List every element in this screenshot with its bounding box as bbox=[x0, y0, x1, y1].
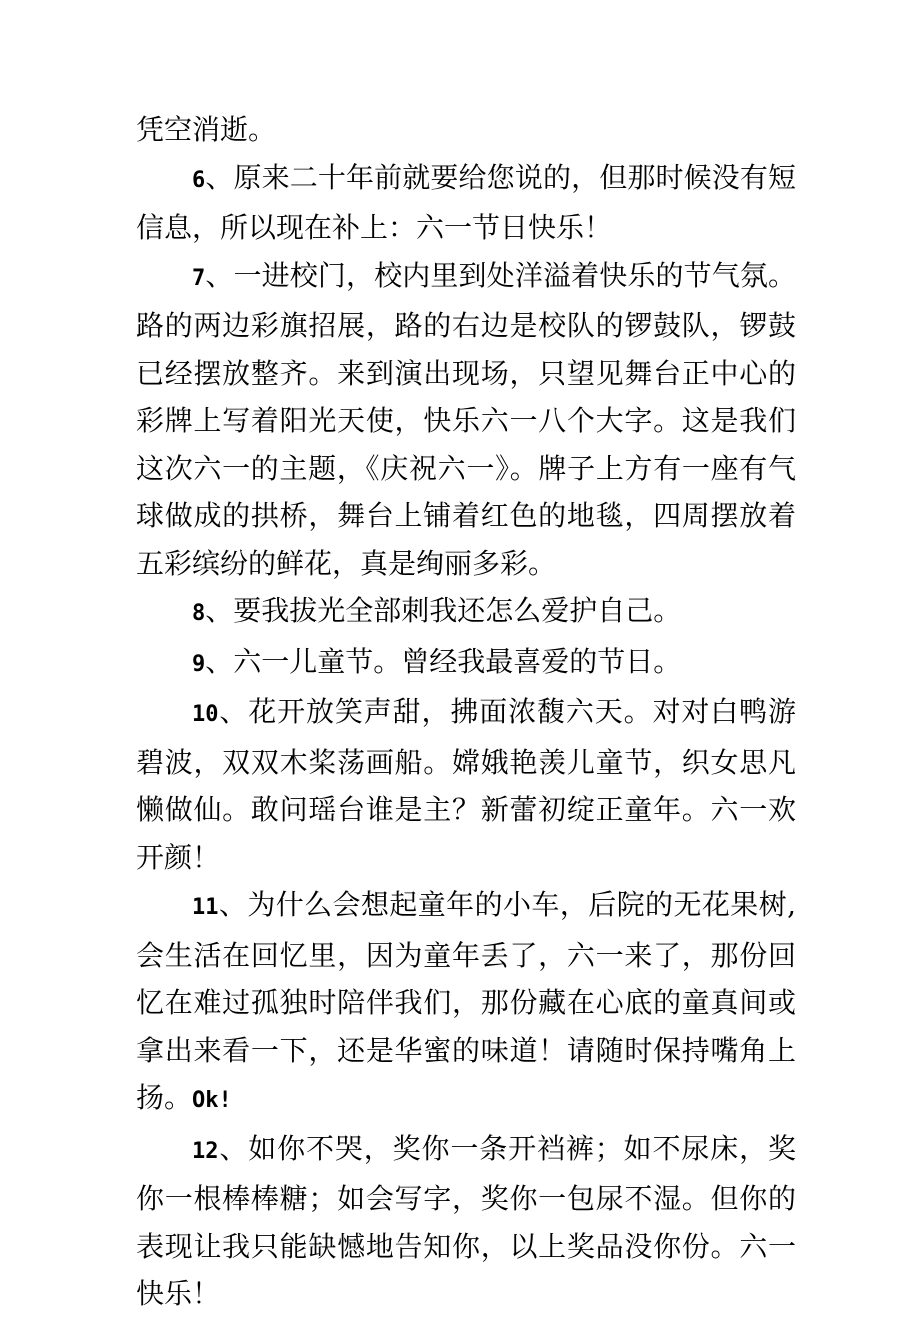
paragraph-text: 、原来二十年前就要给您说的，但那时候没有短信息，所以现在补上：六一节日快乐！ bbox=[136, 160, 796, 244]
paragraph-9 bbox=[136, 638, 796, 689]
paragraph-number: 10 bbox=[192, 702, 219, 727]
paragraph-number: 9 bbox=[192, 651, 206, 677]
paragraph-text: 、如你不哭，奖你一条开裆裤；如不尿床，奖你一根棒棒糖；如会写字，奖你一包尿不湿。但你的表现让我只能缺憾地告知你，以上奖品没你份。六一快乐！ bbox=[136, 1131, 796, 1310]
paragraph-continuation bbox=[136, 106, 796, 154]
paragraph-6 bbox=[136, 154, 796, 252]
paragraph-8 bbox=[136, 587, 796, 638]
paragraph-number: 6 bbox=[192, 167, 206, 193]
paragraph-7 bbox=[136, 252, 796, 588]
paragraph-text: 凭空消逝。 bbox=[136, 113, 277, 146]
paragraph-text: 、花开放笑声甜，拂面浓馥六天。对对白鸭游碧波，双双木桨荡画船。嫦娥艳羡儿童节，织女思凡懒做仙。敢问瑶台谁是主？新蕾初绽正童年。六一欢开颜！ bbox=[136, 695, 796, 874]
paragraph-text: 、一进校门，校内里到处洋溢着快乐的节气氛。路的两边彩旗招展，路的右边是校队的锣鼓队，锣鼓已经摆放整齐。来到演出现场，只望见舞台正中心的彩牌上写着阳光天使，快乐六一八个大字。这是我们这次六一的主题，《庆祝六一》。牌子上方有一座有气球做成的拱桥，舞台上铺着红色的地毯，四周摆放着五彩缤纷的鲜花，真是绚丽多彩。 bbox=[136, 258, 796, 580]
paragraph-number: 11 bbox=[192, 895, 219, 920]
paragraph-text: 、为什么会想起童年的小车，后院的无花果树,会生活在回忆里，因为童年丢了，六一来了，那份回忆在难过孤独时陪伴我们，那份藏在心底的童真间或拿出来看一下，还是华蜜的味道！请随时保持嘴角上扬。 bbox=[136, 888, 796, 1114]
paragraph-tail: Ok! bbox=[192, 1088, 232, 1113]
paragraph-number: 12 bbox=[192, 1138, 219, 1164]
paragraph-text: 、六一儿童节。曾经我最喜爱的节日。 bbox=[205, 644, 682, 678]
paragraph-number: 7 bbox=[192, 265, 206, 291]
paragraph-11 bbox=[136, 881, 796, 1125]
paragraph-text: 、要我拔光全部刺我还怎么爱护自己。 bbox=[205, 594, 682, 627]
document-body bbox=[136, 106, 796, 1318]
paragraph-10 bbox=[136, 688, 796, 881]
paragraph-12 bbox=[136, 1125, 796, 1318]
paragraph-number: 8 bbox=[192, 601, 206, 626]
